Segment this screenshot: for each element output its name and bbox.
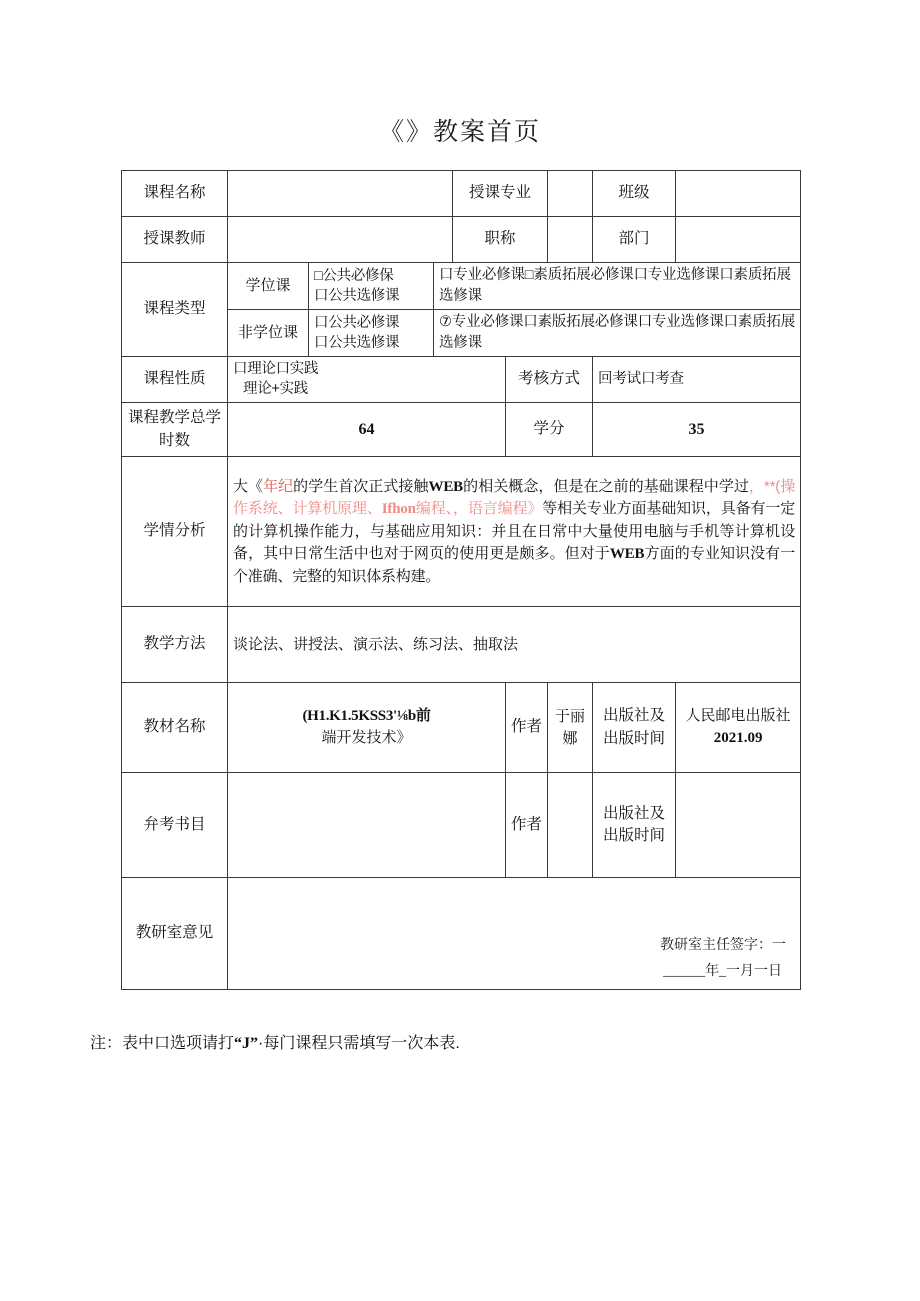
footer-note [90,1030,460,1053]
table-row-textbook [122,683,801,773]
label-teaching-method: 教学方法 [122,607,228,683]
label-credits: 学分 [506,403,593,457]
signature-date-line[interactable]: ______年_一月一日 [663,964,783,980]
value-class[interactable] [676,171,801,217]
textbook-title-line1: (H1.K1.5KSS3'⅛b前 [302,707,431,724]
label-reference-books: 弁考书目 [122,773,228,878]
value-reference-books[interactable] [228,773,506,878]
signature-line[interactable]: 教研室主任签字：一 [660,938,787,954]
analysis-seg-7-red-bold: Ifhon [381,501,416,518]
label-class: 班级 [593,171,676,217]
analysis-seg-11: 方面的专业知识没有一个准确、完整的知识体系构建。 [233,544,796,585]
degree-right-options[interactable]: 口专业必修课□素质拓展必修课口专业选修课口素质拓展选修课 [434,263,801,310]
table-row-course-name [122,171,801,217]
analysis-seg-2-red: 年纪 [263,477,294,495]
table-row-course-type-degree [122,263,801,310]
lesson-plan-table-wrapper [121,170,800,990]
label-job-title: 职称 [453,217,548,263]
table-row-teaching-method [122,607,801,683]
value-office-opinion[interactable] [228,878,801,990]
analysis-seg-10-web: WEB [609,545,645,562]
footer-note-checkmark: “J” [234,1035,259,1052]
label-textbook-name: 教材名称 [122,683,228,773]
footer-note-prefix: 注：表中口选项请打 [90,1035,235,1052]
label-textbook-author: 作者 [506,683,548,773]
nondegree-option-public-elective[interactable]: 口公共选修课 [314,334,400,351]
nature-option-theory-practice[interactable]: 口理论口实践 [233,361,319,378]
value-teaching-method[interactable]: 谈论法、讲授法、演示法、练习法、抽取法 [228,607,801,683]
nondegree-right-options[interactable]: ⑦专业必修课口素版拓展必修课口专业选修课口素质拓展选修课 [434,310,801,357]
label-assessment-method: 考核方式 [506,357,593,403]
label-teacher: 授课教师 [122,217,228,263]
table-row-total-hours [122,403,801,457]
analysis-seg-5: 的相关概念，但是在之前的基础课程中学过 [462,477,749,495]
label-major: 授课专业 [453,171,548,217]
publisher-name: 人民邮电出版社 [685,707,791,725]
label-total-hours: 课程教学总学时数 [122,403,228,457]
value-department[interactable] [676,217,801,263]
nature-option-theory-plus-practice[interactable]: 理论+实践 [243,381,308,398]
assessment-options[interactable]: 回考试口考查 [593,357,801,403]
label-course-type: 课程类型 [122,263,228,357]
nondegree-left-options[interactable] [309,310,434,357]
value-textbook-publisher[interactable] [676,683,801,773]
value-credits[interactable]: 35 [593,403,801,457]
signature-block [660,933,786,985]
label-textbook-publisher: 出版社及出版时间 [593,683,676,773]
table-row-reference-books [122,773,801,878]
publisher-date: 2021.09 [713,730,763,747]
value-teacher[interactable] [228,217,453,263]
value-major[interactable] [548,171,593,217]
value-reference-author[interactable] [548,773,593,878]
value-course-name[interactable] [228,171,453,217]
degree-left-options[interactable] [309,263,434,310]
label-reference-author: 作者 [506,773,548,878]
value-textbook-author[interactable]: 于丽娜 [548,683,593,773]
value-job-title[interactable] [548,217,593,263]
label-degree-course: 学位课 [228,263,309,310]
label-nondegree-course: 非学位课 [228,310,309,357]
value-reference-publisher[interactable] [676,773,801,878]
table-row-course-nature [122,357,801,403]
analysis-seg-9: 等相关专业方面基础知识，具备有一定的计算机操作能力，与基础应用知识：并且在日常中大量使用电脑与手机等计算机设备，其中日常生活中也对于网页的使用更是颇多。但对于 [233,500,796,562]
table-row-teacher [122,217,801,263]
textbook-title-line2: 端开发技术》 [321,729,412,746]
degree-option-public-elective[interactable]: 口公共选修课 [314,287,400,304]
value-textbook-name[interactable] [228,683,506,773]
analysis-seg-8-red: 编程、，语言编程》 [415,500,543,518]
analysis-seg-1: 大《 [233,477,264,495]
table-row-office-opinion [122,878,801,990]
analysis-seg-3: 的学生首次正式接触 [293,477,429,495]
label-student-analysis: 学情分析 [122,457,228,607]
label-office-opinion: 教研室意见 [122,878,228,990]
label-course-name: 课程名称 [122,171,228,217]
value-student-analysis[interactable] [228,457,801,607]
label-course-nature: 课程性质 [122,357,228,403]
analysis-seg-4-web: WEB [428,478,463,495]
lesson-plan-table [121,170,801,990]
page-title: 《》教案首页 [378,119,541,146]
nondegree-option-public-required[interactable]: 口公共必修课 [314,314,400,331]
value-total-hours[interactable]: 64 [228,403,506,457]
analysis-seg-6-red: ，**(操作系统、计算机原理、 [233,477,796,518]
label-department: 部门 [593,217,676,263]
footer-note-suffix: ·每门课程只需填写一次本表. [258,1035,460,1052]
label-reference-publisher: 出版社及出版时间 [593,773,676,878]
course-nature-options[interactable] [228,357,506,403]
degree-option-public-required[interactable]: □公共必修保 [314,267,394,284]
table-row-student-analysis [122,457,801,607]
